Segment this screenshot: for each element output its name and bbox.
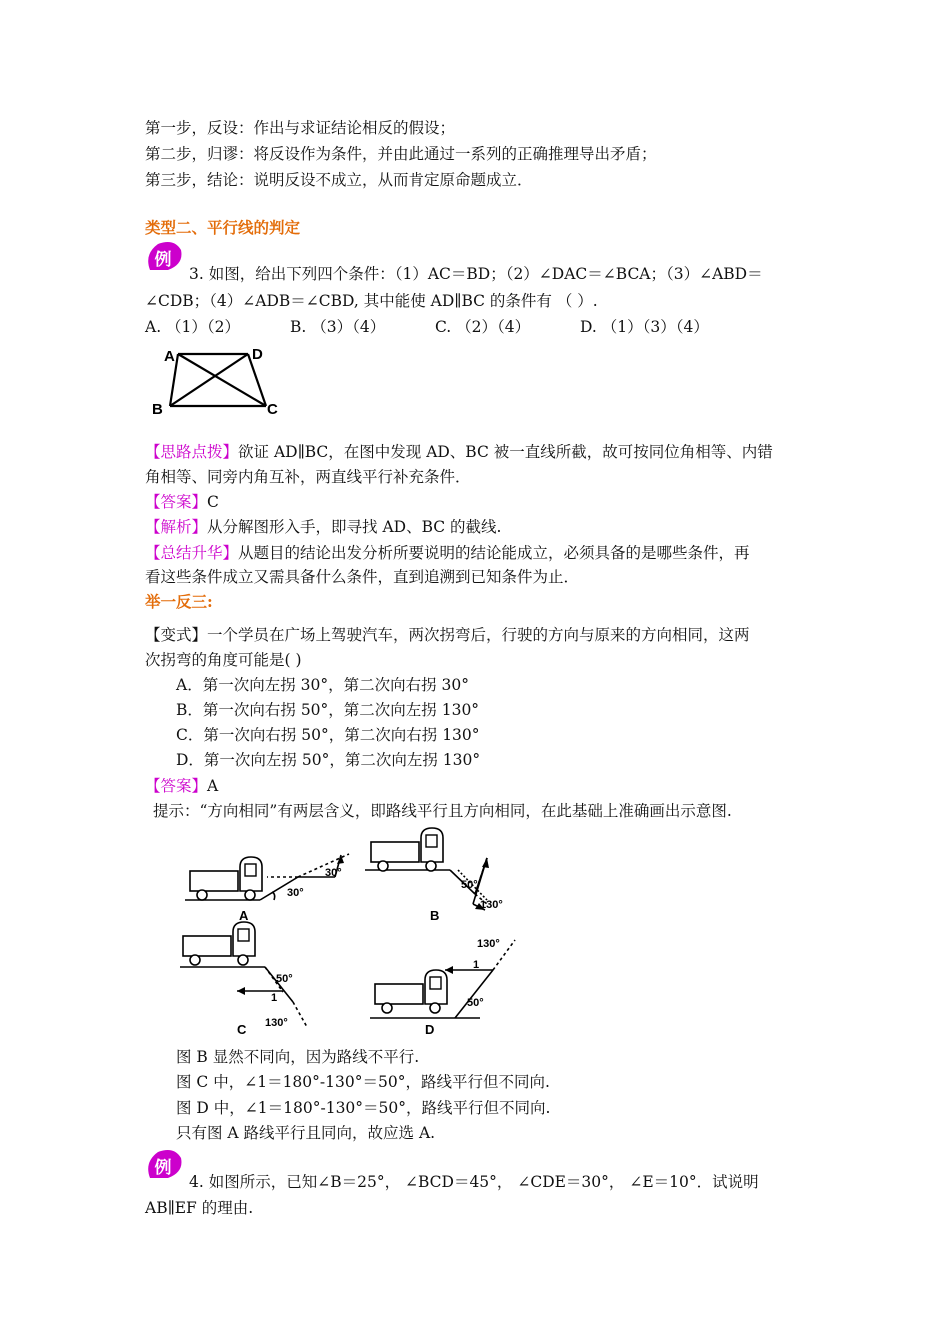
variant-line2: 次拐弯的角度可能是( )	[145, 651, 302, 669]
variant-answer: 【答案】A	[145, 777, 219, 795]
example-badge-icon	[144, 1148, 184, 1182]
fig-c-1: 1	[271, 992, 278, 1004]
variant-option-a: A．第一次向左拐 30°，第二次向右拐 30°	[176, 676, 469, 694]
badge-char: 例	[154, 250, 172, 269]
fig-d-1: 1	[473, 959, 480, 971]
fig-label-a: A	[239, 908, 249, 923]
example-badge-icon	[144, 240, 184, 274]
car-figure	[175, 822, 525, 1037]
label-d: D	[252, 346, 263, 363]
hint-line1: 【思路点拨】欲证 AD∥BC，在图中发现 AD、BC 被一直线所截，故可按同位角相等、内错	[145, 443, 773, 461]
fig-label-b: B	[430, 908, 440, 923]
fig-b-130: 130°	[480, 899, 503, 911]
fig-label-d: D	[425, 1022, 435, 1037]
fig-b-50: 50°	[461, 879, 478, 891]
step-2: 第二步，归谬：将反设作为条件，并由此通过一系列的正确推理导出矛盾；	[145, 145, 657, 163]
variant-tip: 提示：“方向相同”有两层含义，即路线平行且方向相同，在此基础上准确画出示意图.	[153, 802, 732, 820]
variant-line1: 【变式】一个学员在广场上驾驶汽车，两次拐弯后，行驶的方向与原来的方向相同，这两	[145, 626, 750, 644]
explanation-1: 图 B 显然不同向，因为路线不平行.	[176, 1048, 420, 1066]
fig-d-50: 50°	[467, 997, 484, 1009]
q3-line2: ∠CDB；（4）∠ADB＝∠CBD, 其中能使 AD∥BC 的条件有 （ ）.	[145, 292, 598, 310]
practice-title: 举一反三:	[145, 592, 213, 611]
hint-line2: 角相等、同旁内角互补，两直线平行补充条件．	[145, 468, 471, 486]
trapezoid-figure	[150, 342, 290, 422]
q3-option-c: C. （2）（4）	[435, 318, 531, 336]
variant-option-b: B．第一次向右拐 50°，第二次向左拐 130°	[176, 701, 480, 719]
label-c: C	[267, 401, 278, 418]
fig-c-50: 50°	[276, 973, 293, 985]
label-a: A	[164, 348, 175, 365]
step-1: 第一步，反设：作出与求证结论相反的假设；	[145, 119, 456, 137]
q3-line1: 3. 如图，给出下列四个条件：（1）AC＝BD；（2）∠DAC＝∠BCA；（3）∠ABD＝	[189, 265, 763, 283]
summary-line1: 【总结升华】从题目的结论出发分析所要说明的结论能成立，必须具备的是哪些条件，再	[145, 544, 750, 562]
fig-d-130: 130°	[477, 938, 500, 950]
answer-line: 【答案】C	[145, 493, 219, 511]
summary-line2: 看这些条件成立又需具备什么条件，直到追溯到已知条件为止．	[145, 568, 580, 586]
q3-option-a: A. （1）（2）	[145, 318, 241, 336]
explain-line: 【解析】从分解图形入手，即寻找 AD、BC 的截线.	[145, 518, 502, 536]
fig-a-30: 30°	[287, 887, 304, 899]
explanation-3: 图 D 中，∠1＝180°-130°＝50°，路线平行但不同向.	[176, 1099, 551, 1117]
badge-char: 例	[154, 1158, 172, 1177]
q3-option-d: D. （1）（3）（4）	[580, 318, 709, 336]
explanation-4: 只有图 A 路线平行且同向，故应选 A.	[176, 1124, 436, 1142]
fig-c-130: 130°	[265, 1017, 288, 1029]
step-3: 第三步，结论：说明反设不成立，从而肯定原命题成立．	[145, 171, 533, 189]
explanation-2: 图 C 中，∠1＝180°-130°＝50°，路线平行但不同向.	[176, 1073, 550, 1091]
q3-option-b: B. （3）（4）	[290, 318, 386, 336]
variant-option-d: D．第一次向左拐 50°，第二次向左拐 130°	[176, 751, 481, 769]
q4-line2: AB∥EF 的理由.	[145, 1199, 254, 1217]
q4-line1: 4. 如图所示，已知∠B＝25°， ∠BCD＝45°， ∠CDE＝30°， ∠E＝10°．试说明	[189, 1173, 759, 1191]
fig-label-c: C	[237, 1022, 247, 1037]
fig-a-30-top: 30°	[325, 867, 342, 879]
variant-option-c: C．第一次向右拐 50°，第二次向右拐 130°	[176, 726, 480, 744]
label-b: B	[152, 401, 163, 418]
section-title: 类型二、平行线的判定	[145, 218, 301, 237]
